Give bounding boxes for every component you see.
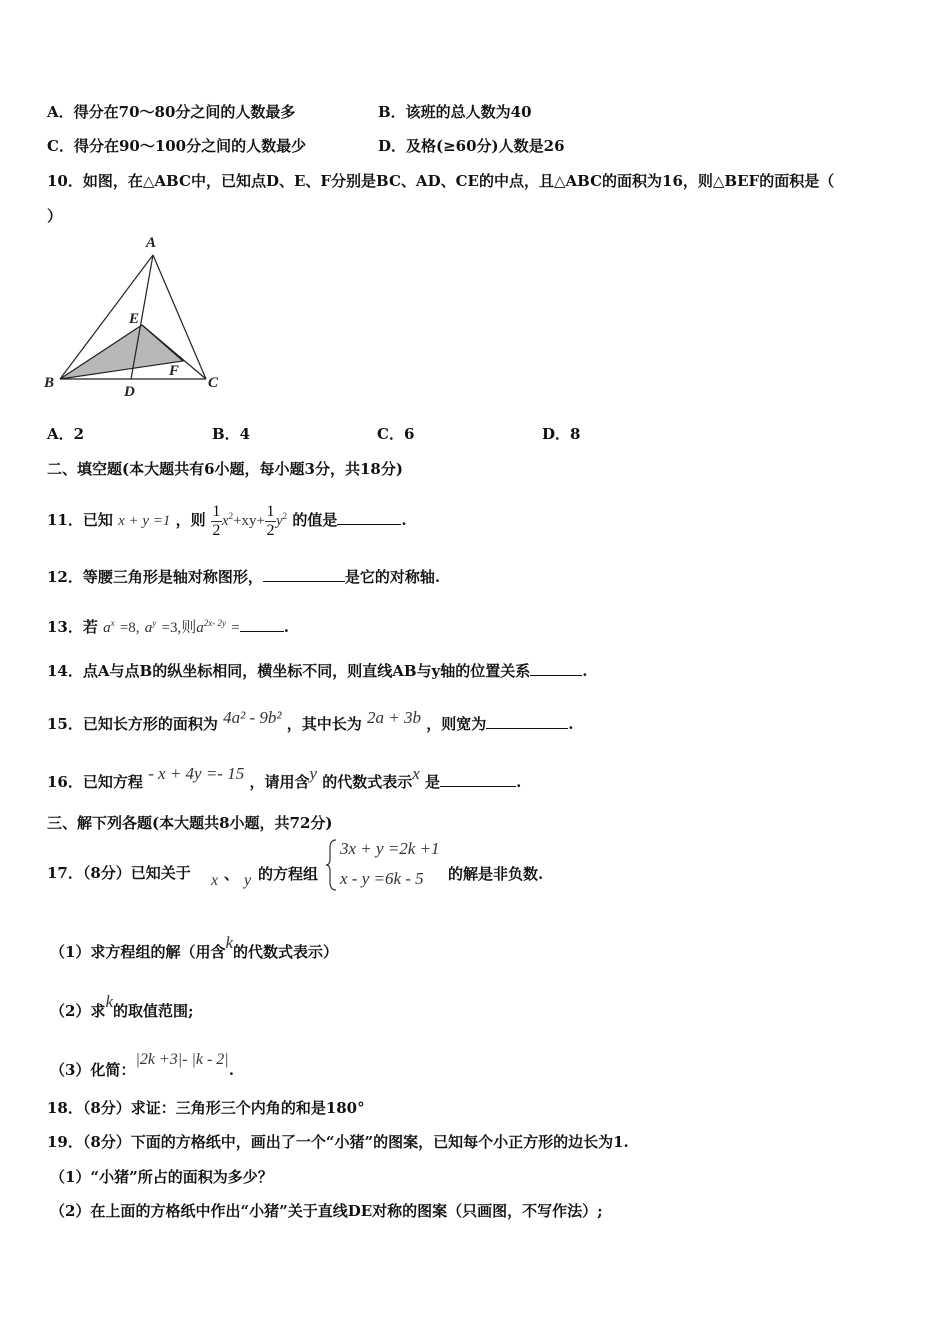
q13: 13．若 $a^x =8$, $a^y =3$,则$a^{2x- 2y}$ = . [47, 618, 289, 636]
q11: 11．已知 x + y =1 ，则 $\frac{1}{2}$ $x^2+xy+$ $\frac{1}{2}$ $y^2$ 的值是 . [47, 502, 407, 539]
q9-option-b: B．该班的总人数为40 [378, 103, 532, 121]
answer-blank [530, 661, 582, 676]
q16-equation: - x + 4y =- 15 [148, 764, 245, 783]
q17-sub-3: （3）化简：|2k +3|- |k - 2|. [50, 1051, 234, 1079]
q15: 15．已知长方形的面积为 4a² - 9b² ，其中长为 2a + 3b ，则宽为 . [47, 708, 574, 733]
label-b: B [44, 375, 55, 391]
answer-blank [486, 714, 568, 729]
label-d: D [124, 384, 135, 400]
section-3-heading: 三、解下列各题(本大题共8小题，共72分) [47, 814, 333, 832]
q12: 12．等腰三角形是轴对称图形， 是它的对称轴. [47, 568, 441, 586]
q11-condition: x + y =1 [118, 513, 171, 529]
q11-fraction-2: $\frac{1}{2}$ [266, 502, 275, 539]
q17-sub-1: （1）求方程组的解（用含k的代数式表示） [50, 933, 339, 961]
label-f: F [169, 363, 180, 379]
triangle-figure [40, 232, 240, 402]
q11-fraction-1: $\frac{1}{2}$ [212, 502, 221, 539]
answer-blank [440, 772, 516, 787]
q10-option-d: D．8 [542, 425, 581, 443]
label-a: A [146, 235, 157, 251]
q10-stem-close: ） [47, 207, 63, 225]
q9-option-a: A．得分在70～80分之间的人数最多 [47, 103, 296, 121]
system-brace [325, 838, 339, 892]
q9-option-d: D．及格(≥60分)人数是26 [378, 137, 565, 155]
q10-option-a: A．2 [47, 425, 85, 443]
label-c: C [208, 375, 219, 391]
label-e: E [129, 311, 140, 327]
q15-area: 4a² - 9b² [223, 708, 282, 727]
q9-option-c: C．得分在90～100分之间的人数最少 [47, 137, 307, 155]
q17-equation-1: 3x + y =2k +1 [340, 839, 440, 858]
shaded-triangle-bef [60, 325, 183, 379]
q14: 14．点A与点B的纵坐标相同，横坐标不同，则直线AB与y轴的位置关系 . [47, 662, 588, 680]
q17-equation-2: x - y =6k - 5 [340, 869, 424, 888]
q19-sub-2: （2）在上面的方格纸中作出“小猪”关于直线DE对称的图案（只画图，不写作法）; [50, 1202, 603, 1220]
q10-option-c: C．6 [377, 425, 415, 443]
q17-prefix: 17．（8分）已知关于 [47, 864, 191, 882]
answer-blank [337, 510, 401, 525]
q17-sub-2: （2）求k的取值范围; [50, 992, 194, 1020]
q16: 16．已知方程 - x + 4y =- 15 ，请用含y 的代数式表示x 是 . [47, 764, 522, 791]
answer-blank [263, 567, 345, 582]
section-2-heading: 二、填空题(本大题共有6小题，每小题3分，共18分) [47, 460, 403, 478]
answer-blank [240, 617, 284, 632]
q15-length: 2a + 3b [366, 708, 421, 727]
q10-stem: 10．如图，在△ABC中，已知点D、E、F分别是BC、AD、CE的中点，且△ABC的面积为16，则△BEF的面积是（ [47, 172, 835, 190]
q18: 18．（8分）求证：三角形三个内角的和是180° [47, 1099, 365, 1117]
q19-stem: 19．（8分）下面的方格纸中，画出了一个“小猪”的图案，已知每个小正方形的边长为1. [47, 1133, 629, 1151]
q10-option-b: B．4 [212, 425, 251, 443]
q17-sub-3-expression: |2k +3|- |k - 2| [135, 1051, 229, 1068]
q19-sub-1: （1）“小猪”所占的面积为多少？ [50, 1168, 273, 1186]
